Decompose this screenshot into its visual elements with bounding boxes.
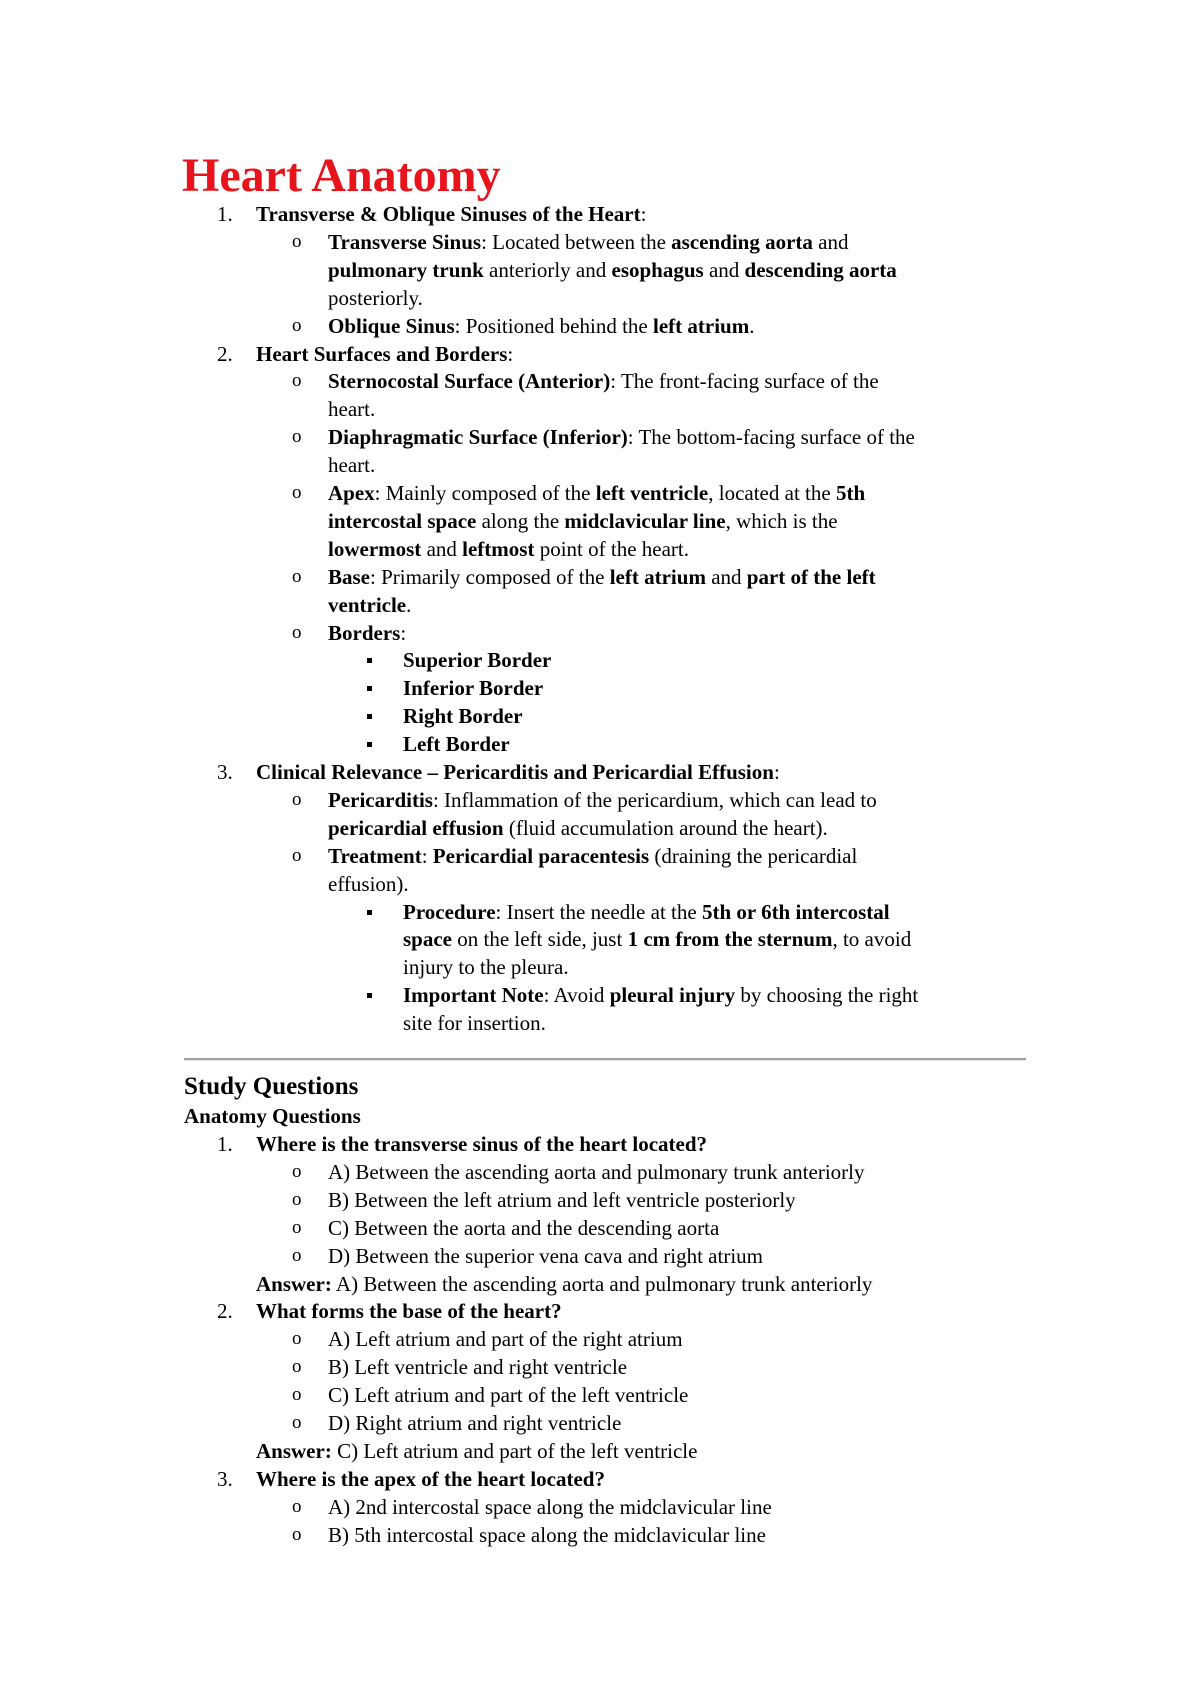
bold-text: descending aorta <box>744 257 897 282</box>
text-run: effusion). <box>328 871 409 896</box>
answer-line <box>256 1270 872 1298</box>
bold-text: 1 cm from the sternum <box>627 927 833 952</box>
bold-text: Sternocostal Surface (Anterior) <box>328 369 611 394</box>
section-heading-text: Heart Surfaces and Borders <box>256 341 508 366</box>
text-run: : Avoid <box>543 983 610 1008</box>
bold-text: Pericardial paracentesis <box>432 843 650 868</box>
bullet-o: o <box>292 230 302 252</box>
colon: : <box>507 341 514 366</box>
bullet-o: o <box>292 1188 302 1210</box>
question-number: 3. <box>217 1466 233 1491</box>
answer-label: Answer: <box>256 1438 332 1463</box>
bold-text: Transverse Sinus <box>328 229 482 254</box>
text-run: point of the heart. <box>534 536 689 561</box>
section-number: 3. <box>217 760 233 784</box>
text-run: and <box>703 257 745 282</box>
page-title: Heart Anatomy <box>182 149 501 202</box>
bullet-o: o <box>292 621 302 643</box>
bold-text: 5th or 6th intercostal <box>701 899 890 924</box>
bullet-o: o <box>292 1523 302 1545</box>
sub-item-line <box>403 898 890 926</box>
bold-text: Base <box>328 564 370 589</box>
text-run: , located at the <box>708 481 836 505</box>
text-run: : Primarily composed of the <box>370 564 610 589</box>
text-run: : <box>421 843 433 868</box>
section-heading <box>256 758 780 786</box>
bullet-o: o <box>292 565 302 587</box>
bold-text: part of the left <box>746 564 876 589</box>
bold-text: Oblique Sinus <box>328 313 455 338</box>
section-heading-text: Transverse & Oblique Sinuses of the Heart <box>256 202 641 226</box>
answer-option: A) Left atrium and part of the right atrium <box>328 1327 683 1352</box>
list-item-line <box>328 256 897 284</box>
answer-option: C) Left atrium and part of the left ventricle <box>328 1383 689 1408</box>
colon: : <box>773 760 780 784</box>
bold-text: left ventricle <box>595 481 709 505</box>
bullet-o: o <box>292 1495 302 1517</box>
sub-item-line <box>403 981 918 1009</box>
bold-text: 5th <box>835 481 866 505</box>
list-item-line <box>328 228 848 256</box>
bullet-o: o <box>292 1328 302 1350</box>
bold-text: left atrium <box>609 564 706 589</box>
question-number: 1. <box>217 1132 233 1156</box>
bullet-o: o <box>292 1412 302 1433</box>
list-item-line <box>328 395 375 423</box>
sub-item-line <box>403 925 911 953</box>
list-item-line <box>328 284 423 312</box>
square-bullet <box>367 742 372 747</box>
text-run: on the left side, just <box>452 927 628 952</box>
bullet-o: o <box>292 314 302 336</box>
bold-text: leftmost <box>462 536 535 561</box>
border-item: Superior Border <box>403 648 552 673</box>
bold-text: Pericarditis <box>328 787 433 812</box>
bold-text: ventricle <box>328 592 407 617</box>
text-run: : The front-facing surface of the <box>610 369 879 394</box>
text-run: : Inflammation of the pericardium, which can lead to <box>432 787 877 812</box>
question-text: Where is the apex of the heart located? <box>256 1466 605 1491</box>
text-run: : Located between the <box>481 229 672 254</box>
text-run: . <box>406 592 412 617</box>
text-run: heart. <box>328 453 376 478</box>
bold-text: Procedure <box>403 899 496 924</box>
text-run: : The bottom-facing surface of the <box>627 425 915 450</box>
sub-item-line <box>403 953 569 981</box>
square-bullet <box>367 910 372 915</box>
bullet-o: o <box>292 1356 302 1378</box>
bold-text: pleural injury <box>609 983 736 1008</box>
bullet-o: o <box>292 1384 302 1406</box>
square-bullet <box>367 714 372 719</box>
study-heading: Study Questions <box>184 1073 359 1100</box>
bullet-o: o <box>292 1160 302 1182</box>
text-run: (draining the pericardial <box>649 843 858 868</box>
text-run: by choosing the right <box>735 983 919 1008</box>
list-item-line <box>328 563 876 591</box>
list-item-line <box>328 535 689 563</box>
study-subheading: Anatomy Questions <box>184 1104 361 1128</box>
list-item-line <box>328 479 865 507</box>
answer-option: C) Between the aorta and the descending aorta <box>328 1215 720 1240</box>
bold-text: esophagus <box>611 257 704 282</box>
text-run: along the <box>476 508 565 533</box>
bullet-o: o <box>292 370 302 392</box>
bold-text: lowermost <box>328 536 422 561</box>
answer-text: A) Between the ascending aorta and pulmonary trunk anteriorly <box>331 1271 873 1296</box>
border-item: Left Border <box>403 732 510 757</box>
question-text: Where is the transverse sinus of the heart located? <box>256 1132 708 1156</box>
answer-option: D) Right atrium and right ventricle <box>328 1411 622 1435</box>
question-number: 2. <box>217 1299 233 1324</box>
text-run: posteriorly. <box>328 285 423 310</box>
list-item-line <box>328 591 411 619</box>
list-item-line <box>328 367 879 395</box>
section-heading-text: Clinical Relevance – Pericarditis and Pericardial Effusion <box>256 760 774 784</box>
bold-text: pulmonary trunk <box>328 257 484 282</box>
bullet-o: o <box>292 788 302 810</box>
text-run: and <box>421 536 463 561</box>
text-run: injury to the pleura. <box>403 955 569 980</box>
bullet-o: o <box>292 426 302 448</box>
answer-text: C) Left atrium and part of the left ventricle <box>331 1438 698 1463</box>
list-item-line <box>328 870 409 898</box>
text-run: and <box>812 229 849 254</box>
bold-text: Diaphragmatic Surface (Inferior) <box>328 425 628 450</box>
text-run: : Insert the needle at the <box>495 899 702 924</box>
section-number: 2. <box>217 341 233 366</box>
question-text: What forms the base of the heart? <box>256 1299 562 1324</box>
section-heading <box>256 340 513 368</box>
bold-text: Treatment <box>328 843 422 868</box>
text-run: . <box>749 313 755 338</box>
list-item-line <box>328 786 877 814</box>
bold-text: Important Note <box>403 983 544 1008</box>
answer-option: B) Between the left atrium and left ventricle posteriorly <box>328 1187 796 1212</box>
answer-option: D) Between the superior vena cava and right atrium <box>328 1243 764 1268</box>
text-run: , to avoid <box>832 927 912 952</box>
text-run: anteriorly and <box>483 257 612 282</box>
answer-label: Answer: <box>256 1271 332 1296</box>
text-run: heart. <box>328 397 376 422</box>
sub-item-line <box>403 1009 546 1037</box>
list-item-line <box>328 842 857 870</box>
text-run: (fluid accumulation around the heart). <box>503 815 828 840</box>
list-item-line <box>328 814 828 842</box>
list-item-line <box>328 507 838 535</box>
bullet-o: o <box>292 844 302 866</box>
bold-text: pericardial effusion <box>328 815 504 840</box>
list-item-line <box>328 619 406 647</box>
bullet-o: o <box>292 1216 302 1238</box>
text-run: : Mainly composed of the <box>374 481 596 505</box>
text-run: : Positioned behind the <box>454 313 653 338</box>
border-item: Right Border <box>403 704 523 729</box>
horizontal-rule <box>184 1058 1026 1061</box>
answer-option: B) Left ventricle and right ventricle <box>328 1355 628 1380</box>
border-item: Inferior Border <box>403 676 544 701</box>
list-item-line <box>328 451 375 479</box>
text-run: : <box>400 620 407 645</box>
bold-text: intercostal space <box>328 508 477 533</box>
section-heading <box>256 200 646 228</box>
answer-option: A) 2nd intercostal space along the midclavicular line <box>328 1494 772 1519</box>
text-run: and <box>705 564 747 589</box>
colon: : <box>640 202 647 226</box>
text-run: site for insertion. <box>403 1011 546 1036</box>
bullet-o: o <box>292 482 302 503</box>
answer-line <box>256 1437 697 1465</box>
list-item-line <box>328 423 915 451</box>
text-run: , which is the <box>725 508 838 533</box>
bold-text: space <box>403 927 452 952</box>
answer-option: B) 5th intercostal space along the midclavicular line <box>328 1522 766 1547</box>
bullet-o: o <box>292 1244 302 1266</box>
square-bullet <box>367 658 372 663</box>
bold-text: ascending aorta <box>671 229 813 254</box>
bold-text: Borders <box>328 620 401 645</box>
bold-text: left atrium <box>652 313 750 338</box>
bold-text: midclavicular line <box>564 508 726 533</box>
square-bullet <box>367 686 372 691</box>
bold-text: Apex <box>328 481 375 505</box>
section-number: 1. <box>217 202 233 226</box>
answer-option: A) Between the ascending aorta and pulmonary trunk anteriorly <box>328 1159 865 1184</box>
list-item-line <box>328 312 754 340</box>
square-bullet <box>367 993 372 998</box>
